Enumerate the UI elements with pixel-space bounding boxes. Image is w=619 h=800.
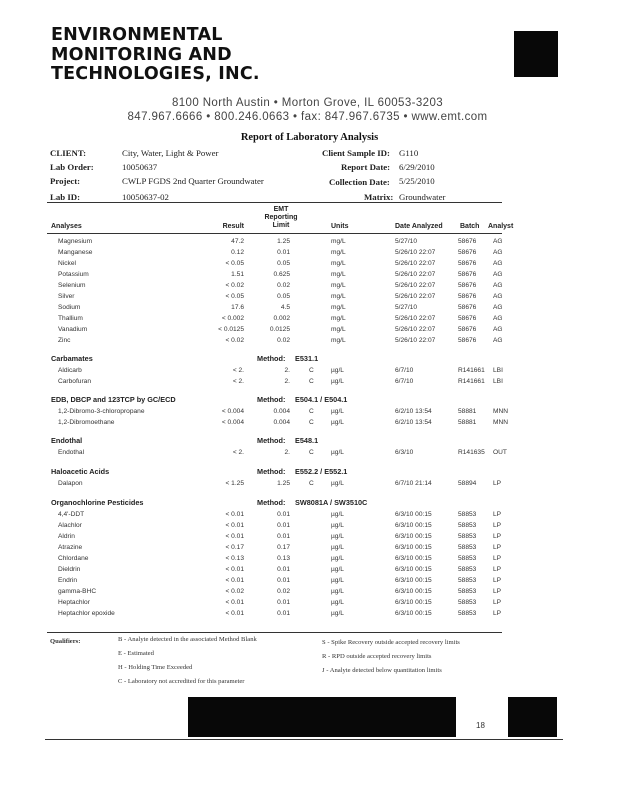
footer-block-left [188,697,456,737]
result-value: < 0.01 [225,511,244,518]
reporting-limit: 0.05 [277,293,290,300]
date-analyzed: 5/27/10 [395,238,417,245]
units-value: mg/L [331,249,346,256]
date-analyzed: 5/26/10 22:07 [395,326,436,333]
report-title: Report of Laboratory Analysis [240,132,379,143]
qualifier-code: C [309,419,314,426]
analyst-initials: AG [493,249,503,256]
header-result: Result [222,223,244,230]
qualifier-c: C - Laboratory not accredited for this parameter [118,678,245,685]
batch-id: 58853 [458,522,477,529]
result-value: < 0.002 [221,315,244,322]
analyst-initials: AG [493,315,503,322]
analyte-name: Dieldrin [58,566,81,573]
units-value: µg/L [331,599,344,606]
units-value: µg/L [331,480,344,487]
batch-id: 58676 [458,271,477,278]
batch-id: 58853 [458,511,477,518]
reporting-limit: 0.02 [277,337,290,344]
method-label: Method: [257,436,286,445]
date-analyzed: 6/2/10 13:54 [395,408,432,415]
qualifier-b: B - Analyte detected in the associated Method Blank [118,636,257,643]
result-value: < 0.02 [225,282,244,289]
header-emt-line1: EMT [273,206,289,213]
project-label: Project: [50,176,81,186]
batch-id: 58853 [458,588,477,595]
reporting-limit: 0.01 [277,533,290,540]
date-analyzed: 5/26/10 22:07 [395,260,436,267]
reporting-limit: 4.5 [280,304,290,311]
date-analyzed: 6/7/10 [395,367,414,374]
method-label: Method: [257,498,286,507]
analyte-name: Magnesium [58,238,93,245]
header-emt [248,206,314,230]
analyte-name: Carbofuran [58,378,91,385]
result-value: 17.6 [231,304,244,311]
reporting-limit: 0.13 [277,555,290,562]
batch-id: 58676 [458,249,477,256]
date-analyzed: 6/3/10 00:15 [395,522,432,529]
analyte-name: Chlordane [58,555,89,562]
analyst-initials: LP [493,588,502,595]
batch-id: 58881 [458,408,477,415]
analyst-initials: AG [493,304,503,311]
analyte-name: Zinc [58,337,71,344]
batch-id: 58853 [458,577,477,584]
method-value: E552.2 / E552.1 [295,467,348,476]
batch-id: 58853 [458,533,477,540]
analyte-name: Sodium [58,304,81,311]
qualifier-code: C [309,378,314,385]
units-value: µg/L [331,408,344,415]
analyst-initials: OUT [493,449,507,456]
analyst-initials: MNN [493,419,509,426]
units-value: µg/L [331,610,344,617]
reporting-limit: 0.0125 [269,326,290,333]
result-value: < 0.01 [225,577,244,584]
analyte-name: Endrin [58,577,78,584]
qualifier-code: C [309,449,314,456]
qualifier-r: R - RPD outside accepted recovery limits [322,653,432,660]
analyte-name: Silver [58,293,75,300]
analyte-name: gamma-BHC [58,588,97,595]
batch-id: 58853 [458,555,477,562]
batch-id: 58853 [458,544,477,551]
analyst-initials: LP [493,522,502,529]
analyst-initials: LP [493,566,502,573]
units-value: µg/L [331,419,344,426]
qualifier-s: S - Spike Recovery outside accepted recovery limits [322,639,460,646]
units-value: µg/L [331,566,344,573]
reporting-limit: 1.25 [277,238,290,245]
qualifier-code: C [309,408,314,415]
matrix-value: Groundwater [399,192,446,202]
batch-id: 58676 [458,293,477,300]
analyte-name: 1,2-Dibromo-3-chloropropane [58,408,145,415]
batch-id: 58676 [458,260,477,267]
analyte-name: Thallium [58,315,83,322]
result-value: < 0.05 [225,260,244,267]
method-label: Method: [257,467,286,476]
reporting-limit: 0.01 [277,577,290,584]
date-analyzed: 6/3/10 [395,449,414,456]
footer-rule [45,739,563,740]
batch-id: 58676 [458,282,477,289]
analyst-initials: AG [493,326,503,333]
analyte-name: Heptachlor [58,599,90,606]
page-number: 18 [476,721,485,730]
analyst-initials: LP [493,533,502,540]
footer-block-right [508,697,557,737]
date-analyzed: 6/7/10 21:14 [395,480,432,487]
batch-id: 58853 [458,566,477,573]
qualifier-code: C [309,367,314,374]
reporting-limit: 1.25 [277,480,290,487]
analyte-name: Nickel [58,260,76,267]
company-name-line3: TECHNOLOGIES, INC. [51,64,260,84]
analyst-initials: LP [493,599,502,606]
reporting-limit: 0.625 [273,271,290,278]
result-value: < 0.0125 [218,326,244,333]
units-value: µg/L [331,511,344,518]
reporting-limit: 0.01 [277,511,290,518]
analyst-initials: LP [493,480,502,487]
result-value: 1.51 [231,271,244,278]
units-value: µg/L [331,577,344,584]
analyte-name: Alachlor [58,522,82,529]
date-analyzed: 6/3/10 00:15 [395,566,432,573]
analyst-initials: LP [493,544,502,551]
date-analyzed: 6/7/10 [395,378,414,385]
qualifier-e: E - Estimated [118,650,154,657]
method-value: E504.1 / E504.1 [295,395,348,404]
header-units: Units [331,223,349,230]
client-label: CLIENT: [50,148,87,158]
result-value: 47.2 [231,238,244,245]
analyte-name: Dalapon [58,480,83,487]
analyst-initials: LP [493,555,502,562]
result-value: < 0.01 [225,566,244,573]
analyte-name: Potassium [58,271,89,278]
reporting-limit: 0.01 [277,566,290,573]
result-value: < 0.01 [225,599,244,606]
batch-id: 58894 [458,480,477,487]
result-value: < 0.02 [225,337,244,344]
analyst-initials: LP [493,577,502,584]
report-date-value: 6/29/2010 [399,162,435,172]
units-value: mg/L [331,238,346,245]
address-line1: 8100 North Austin • Morton Grove, IL 60053-3203 [171,97,444,109]
analyte-name: Vanadium [58,326,88,333]
analyst-initials: AG [493,271,503,278]
reporting-limit: 0.01 [277,599,290,606]
analyte-name: 4,4'-DDT [58,511,85,518]
analyst-initials: LBI [493,378,503,385]
info-divider [47,202,502,203]
lab-id-value: 10050637-02 [122,192,169,202]
qualifier-h: H - Holding Time Exceeded [118,664,193,671]
logo-block [514,31,558,77]
header-divider [47,233,502,234]
method-value: E531.1 [295,354,319,363]
units-value: µg/L [331,588,344,595]
units-value: mg/L [331,260,346,267]
reporting-limit: 0.01 [277,249,290,256]
units-value: µg/L [331,522,344,529]
method-value: SW8081A / SW3510C [295,498,368,507]
project-value: CWLP FGDS 2nd Quarter Groundwater [122,176,264,186]
analyte-name: Manganese [58,249,93,256]
units-value: mg/L [331,315,346,322]
analyst-initials: AG [493,293,503,300]
header-analyst: Analyst [488,223,514,230]
reporting-limit: 0.004 [273,408,290,415]
result-value: < 1.25 [225,480,244,487]
date-analyzed: 5/26/10 22:07 [395,271,436,278]
qualifier-j: J - Analyte detected below quantitation limits [322,667,442,674]
units-value: µg/L [331,555,344,562]
company-name-line1: ENVIRONMENTAL [51,25,223,45]
units-value: µg/L [331,533,344,540]
client-value: City, Water, Light & Power [122,148,219,158]
units-value: mg/L [331,337,346,344]
date-analyzed: 6/3/10 00:15 [395,599,432,606]
batch-id: 58676 [458,238,477,245]
units-value: mg/L [331,282,346,289]
date-analyzed: 5/26/10 22:07 [395,282,436,289]
result-value: < 0.01 [225,610,244,617]
result-value: < 0.004 [221,419,244,426]
lab-order-label: Lab Order: [50,162,94,172]
batch-id: 58676 [458,326,477,333]
result-value: < 0.004 [221,408,244,415]
batch-id: 58676 [458,315,477,322]
matrix-label: Matrix: [364,192,394,202]
units-value: µg/L [331,449,344,456]
analyte-name: Atrazine [58,544,83,551]
units-value: µg/L [331,544,344,551]
date-analyzed: 6/3/10 00:15 [395,533,432,540]
result-value: < 0.02 [225,588,244,595]
units-value: mg/L [331,304,346,311]
date-analyzed: 5/26/10 22:07 [395,315,436,322]
reporting-limit: 0.17 [277,544,290,551]
date-analyzed: 6/3/10 00:15 [395,588,432,595]
analyst-initials: LP [493,610,502,617]
batch-id: R141661 [458,378,485,385]
batch-id: 58881 [458,419,477,426]
date-analyzed: 6/3/10 00:15 [395,555,432,562]
header-date-analyzed: Date Analyzed [395,223,443,230]
date-analyzed: 5/26/10 22:07 [395,337,436,344]
result-value: < 0.01 [225,533,244,540]
units-value: mg/L [331,326,346,333]
date-analyzed: 6/3/10 00:15 [395,610,432,617]
date-analyzed: 5/26/10 22:07 [395,249,436,256]
reporting-limit: 2. [284,449,290,456]
client-sample-value: G110 [399,148,419,158]
reporting-limit: 2. [284,367,290,374]
date-analyzed: 5/27/10 [395,304,417,311]
section-title: EDB, DBCP and 123TCP by GC/ECD [51,395,176,404]
analyst-initials: AG [493,282,503,289]
result-value: < 2. [232,378,244,385]
header-batch: Batch [460,223,480,230]
header-emt-line3: Limit [272,222,290,229]
units-value: µg/L [331,378,344,385]
date-analyzed: 5/26/10 22:07 [395,293,436,300]
header-analyses: Analyses [51,223,82,230]
method-value: E548.1 [295,436,319,445]
date-analyzed: 6/2/10 13:54 [395,419,432,426]
date-analyzed: 6/3/10 00:15 [395,577,432,584]
method-label: Method: [257,354,286,363]
batch-id: 58853 [458,599,477,606]
reporting-limit: 0.02 [277,282,290,289]
collection-date-label: Collection Date: [329,177,390,187]
company-name-line2: MONITORING AND [51,44,232,65]
result-value: < 0.05 [225,293,244,300]
batch-id: 58676 [458,337,477,344]
method-label: Method: [257,395,286,404]
analyst-initials: LBI [493,367,503,374]
batch-id: 58676 [458,304,477,311]
header-emt-line2: Reporting [264,214,298,221]
units-value: mg/L [331,293,346,300]
reporting-limit: 0.002 [273,315,290,322]
date-analyzed: 6/3/10 00:15 [395,511,432,518]
result-value: < 0.13 [225,555,244,562]
result-value: < 2. [232,367,244,374]
section-title: Haloacetic Acids [51,467,110,476]
result-value: 0.12 [231,249,244,256]
reporting-limit: 0.01 [277,522,290,529]
report-date-label: Report Date: [341,162,391,172]
reporting-limit: 0.004 [273,419,290,426]
reporting-limit: 0.01 [277,610,290,617]
lab-order-value: 10050637 [122,162,158,172]
analyst-initials: AG [493,260,503,267]
company-name [51,26,260,85]
analyte-name: 1,2-Dibromoethane [58,419,115,426]
result-value: < 0.17 [225,544,244,551]
analyte-name: Aldrin [58,533,75,540]
section-title: Carbamates [51,354,93,363]
units-value: mg/L [331,271,346,278]
result-value: < 0.01 [225,522,244,529]
section-title: Endothal [51,436,83,445]
analyst-initials: AG [493,238,503,245]
analyte-name: Endothal [58,449,85,456]
client-sample-label: Client Sample ID: [322,148,390,158]
analyst-initials: AG [493,337,503,344]
date-analyzed: 6/3/10 00:15 [395,544,432,551]
lab-id-label: Lab ID: [50,192,81,202]
batch-id: 58853 [458,610,477,617]
reporting-limit: 0.02 [277,588,290,595]
section-title: Organochlorine Pesticides [51,498,144,507]
batch-id: R141661 [458,367,485,374]
result-value: < 2. [232,449,244,456]
analyte-name: Heptachlor epoxide [58,610,115,617]
analyst-initials: LP [493,511,502,518]
analyte-name: Aldicarb [58,367,82,374]
collection-date-value: 5/25/2010 [399,176,435,186]
qualifier-code: C [309,480,314,487]
reporting-limit: 0.05 [277,260,290,267]
units-value: µg/L [331,367,344,374]
analyst-initials: MNN [493,408,509,415]
analyte-name: Selenium [58,282,86,289]
reporting-limit: 2. [284,378,290,385]
batch-id: R141635 [458,449,485,456]
qualifiers-divider [47,632,502,633]
qualifiers-label: Qualifiers: [50,638,81,645]
address-line2: 847.967.6666 • 800.246.0663 • fax: 847.967.6735 • www.emt.com [127,111,488,123]
